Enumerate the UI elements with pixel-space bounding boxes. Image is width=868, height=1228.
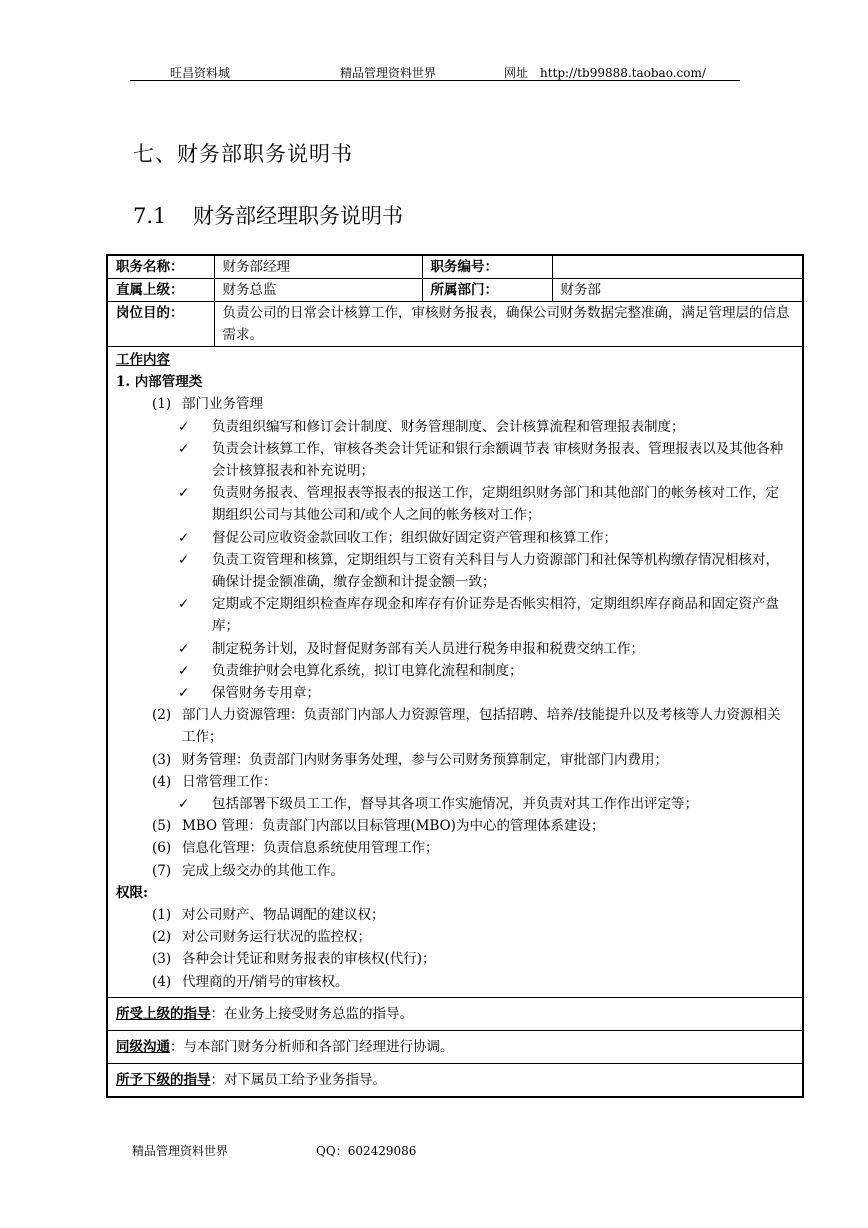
job-description-table xyxy=(106,254,804,1098)
list-item: (6) 信息化管理：负责信息系统使用管理工作； xyxy=(152,840,439,857)
supervisor-label: 直属上级： xyxy=(107,279,214,302)
table-row xyxy=(107,279,803,302)
footer-left: 精品管理资料世界 xyxy=(132,1144,229,1158)
check-icon: ✓ xyxy=(178,529,190,546)
section-title xyxy=(133,200,403,230)
check-icon: ✓ xyxy=(178,796,190,813)
list-item: (1) 对公司财产、物品调配的建议权； xyxy=(152,907,385,924)
section-text: 财务部经理职务说明书 xyxy=(193,204,403,228)
section-number: 7.1 xyxy=(133,204,167,228)
check-icon: ✓ xyxy=(178,685,190,702)
peer-communication: 同级沟通：与本部门财务分析师和各部门经理进行协调。 xyxy=(107,1030,803,1063)
list-item: (4) 代理商的开/销号的审核权。 xyxy=(152,973,349,990)
check-icon: ✓ xyxy=(178,662,190,679)
header-rule xyxy=(130,80,740,81)
list-item: ✓ 督促公司应收资金款回收工作；组织做好固定资产管理和核算工作； xyxy=(116,527,794,549)
list-item: ✓ 定期或不定期组织检查库存现金和库存有价证券是否帐实相符，定期组织库存商品和固定资产盘库； xyxy=(116,593,794,637)
list-item: (5) MBO 管理：负责部门内部以目标管理(MBO)为中心的管理体系建设； xyxy=(152,818,605,835)
table-row xyxy=(107,1030,803,1063)
check-icon: ✓ xyxy=(178,485,190,502)
list-item: ✓ 负责组织编写和修订会计制度、财务管理制度、会计核算流程和管理报表制度； xyxy=(116,416,794,438)
list-item: (2) 部门人力资源管理：负责部门内部人力资源管理，包括招聘、培养/技能提升以及考核等人力资源相关工作； xyxy=(152,707,781,746)
table-row xyxy=(107,347,803,998)
check-icon: ✓ xyxy=(178,640,190,657)
check-icon: ✓ xyxy=(178,596,190,613)
list-item: ✓ 负责维护财会电算化系统，拟订电算化流程和制度； xyxy=(116,660,794,682)
guidance-from-superior: 所受上级的指导：在业务上接受财务总监的指导。 xyxy=(107,997,803,1030)
check-icon: ✓ xyxy=(178,418,190,435)
list-item: ✓ 制定税务计划，及时督促财务部有关人员进行税务申报和税费交纳工作； xyxy=(116,638,794,660)
list-item: (2) 对公司财务运行状况的监控权； xyxy=(152,929,371,946)
header-middle: 精品管理资料世界 xyxy=(340,66,437,80)
list-item: ✓ 保管财务专用章； xyxy=(116,682,794,704)
purpose-label: 岗位目的： xyxy=(107,302,214,347)
table-row xyxy=(107,302,803,347)
guidance-to-subordinates: 所予下级的指导：对下属员工给予业务指导。 xyxy=(107,1063,803,1097)
header-right: 网址 http://tb99888.taobao.com/ xyxy=(504,66,706,80)
list-item: (4) 日常管理工作： xyxy=(152,773,277,790)
list-item: ✓ 负责财务报表、管理报表等报表的报送工作，定期组织财务部门和其他部门的帐务核对工作，定期组织公司与其他公司和/或个人之间的帐务核对工作； xyxy=(116,482,794,526)
rights-title: 权限: xyxy=(116,884,148,901)
list-item: ✓ 包括部署下级员工工作，督导其各项工作实施情况，并负责对其工作作出评定等； xyxy=(116,793,794,815)
page-header xyxy=(130,62,740,80)
supervisor-value: 财务总监 xyxy=(214,279,422,302)
check-icon: ✓ xyxy=(178,440,190,457)
table-row xyxy=(107,1063,803,1097)
purpose-value: 负责公司的日常会计核算工作，审核财务报表，确保公司财务数据完整准确，满足管理层的信息需求。 xyxy=(214,302,803,347)
list-item: (7) 完成上级交办的其他工作。 xyxy=(152,862,344,879)
list-item: (1) 部门业务管理 xyxy=(152,396,263,413)
job-title-label: 职务名称： xyxy=(107,255,214,279)
job-code-label: 职务编号： xyxy=(422,255,552,279)
check-icon: ✓ xyxy=(178,551,190,568)
list-item: (3) 财务管理：负责部门内财务事务处理，参与公司财务预算制定，审批部门内费用； xyxy=(152,751,668,768)
list-item: ✓ 负责工资管理和核算，定期组织与工资有关科目与人力资源部门和社保等机构缴存情况相核对，确保计提金额准确，缴存金额和计提金额一致； xyxy=(116,549,794,593)
header-left: 旺昌资料城 xyxy=(170,66,231,80)
work-content-title: 工作内容 xyxy=(116,352,170,368)
table-row xyxy=(107,255,803,279)
list-item: ✓ 负责会计核算工作，审核各类会计凭证和银行余额调节表 审核财务报表、管理报表以及其他各种会计核算报表和补充说明； xyxy=(116,438,794,482)
work-content-cell xyxy=(107,347,803,998)
table-row xyxy=(107,997,803,1030)
department-label: 所属部门： xyxy=(422,279,552,302)
list-item: (3) 各种会计凭证和财务报表的审核权(代行)； xyxy=(152,951,436,968)
footer-right: QQ：602429086 xyxy=(316,1144,417,1158)
section-internal-management: 1. 内部管理类 xyxy=(116,374,203,391)
job-title-value: 财务部经理 xyxy=(214,255,422,279)
job-code-value xyxy=(552,255,803,279)
chapter-title: 七、财务部职务说明书 xyxy=(133,142,353,166)
page-footer xyxy=(132,1142,504,1159)
department-value: 财务部 xyxy=(552,279,803,302)
